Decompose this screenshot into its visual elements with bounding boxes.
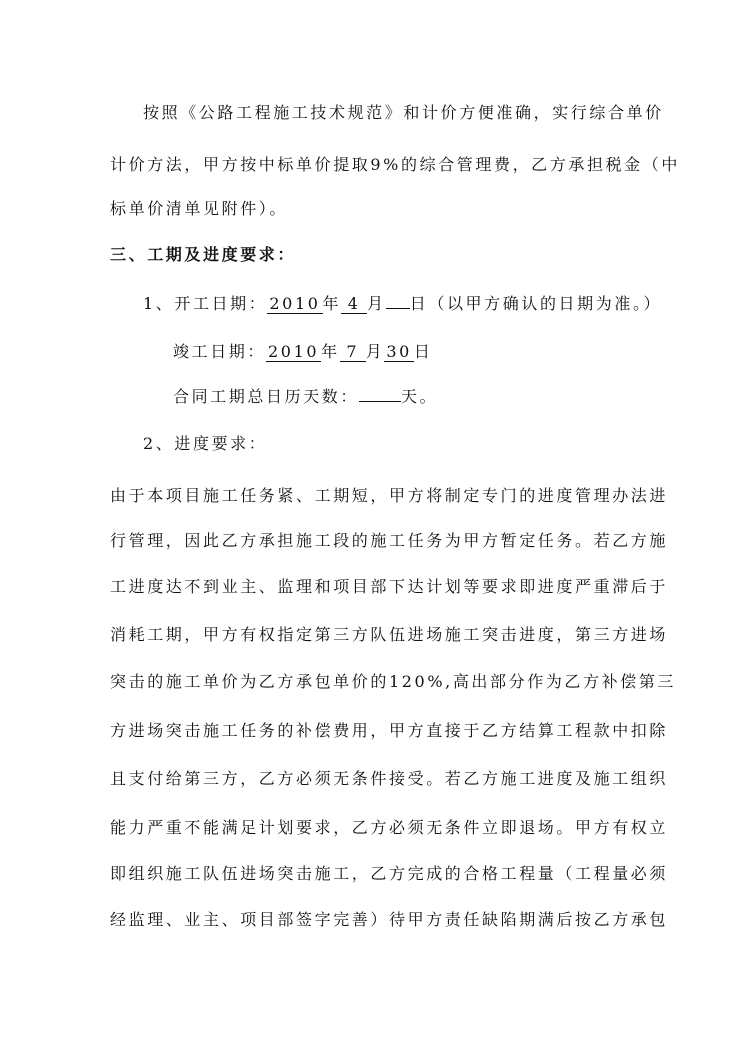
start-date-year: 2010 xyxy=(269,294,321,313)
end-date-year: 2010 xyxy=(268,342,320,361)
progress-line: 由于本项目施工任务紧、工期短，甲方将制定专门的进度管理办法进 xyxy=(110,486,669,505)
intro-line-3: 标单价清单见附件）。 xyxy=(110,199,289,218)
start-date-day-unit: 日 xyxy=(409,294,429,313)
start-date-year-unit: 年 xyxy=(322,294,342,313)
progress-heading: 2、进度要求： xyxy=(143,434,268,453)
progress-line: 工进度达不到业主、监理和项目部下达计划等要求即进度严重滞后于 xyxy=(110,577,669,596)
end-date-row xyxy=(173,341,433,363)
start-date-month-unit: 月 xyxy=(367,294,386,313)
section-heading: 三、工期及进度要求： xyxy=(110,245,297,264)
total-days-label: 合同工期总日历天数： xyxy=(173,387,360,406)
progress-line: 经监理、业主、项目部签字完善）待甲方责任缺陷期满后按乙方承包 xyxy=(110,910,669,929)
start-date-day xyxy=(386,308,410,309)
start-date-month: 4 xyxy=(341,295,367,314)
progress-line: 消耗工期，甲方有权指定第三方队伍进场施工突击进度，第三方进场 xyxy=(110,625,669,644)
progress-line: 且支付给第三方，乙方必须无条件接受。若乙方施工进度及施工组织 xyxy=(110,769,669,788)
start-date-row xyxy=(143,293,662,315)
intro-line-2: 计价方法，甲方按中标单价提取9%的综合管理费，乙方承担税金（中 xyxy=(110,155,680,174)
progress-line: 突击的施工单价为乙方承包单价的120%,高出部分作为乙方补偿第三 xyxy=(110,672,677,691)
end-date-day-unit: 日 xyxy=(413,342,433,361)
progress-line: 方进场突击施工任务的补偿费用，甲方直接于乙方结算工程款中扣除 xyxy=(110,721,669,740)
end-date-year-unit: 年 xyxy=(321,342,340,361)
intro-line-1: 按照《公路工程施工技术规范》和计价方便准确，实行综合单价 xyxy=(143,103,664,122)
total-days-value xyxy=(359,401,401,402)
progress-line: 即组织施工队伍进场突击施工，乙方完成的合格工程量（工程量必须 xyxy=(110,864,669,883)
end-date-month: 7 xyxy=(340,343,366,362)
end-date-month-unit: 月 xyxy=(365,342,385,361)
total-days-unit: 天。 xyxy=(401,387,439,406)
total-days-row xyxy=(173,386,438,408)
start-date-label: 1、开工日期： xyxy=(143,294,268,313)
start-date-note: （以甲方确认的日期为准。） xyxy=(428,294,663,313)
progress-line: 行管理，因此乙方承担施工段的施工任务为甲方暂定任务。若乙方施 xyxy=(110,531,669,550)
end-date-label: 竣工日期： xyxy=(173,342,267,361)
end-date-day: 30 xyxy=(386,342,412,361)
progress-line: 能力严重不能满足计划要求，乙方必须无条件立即退场。甲方有权立 xyxy=(110,818,669,837)
